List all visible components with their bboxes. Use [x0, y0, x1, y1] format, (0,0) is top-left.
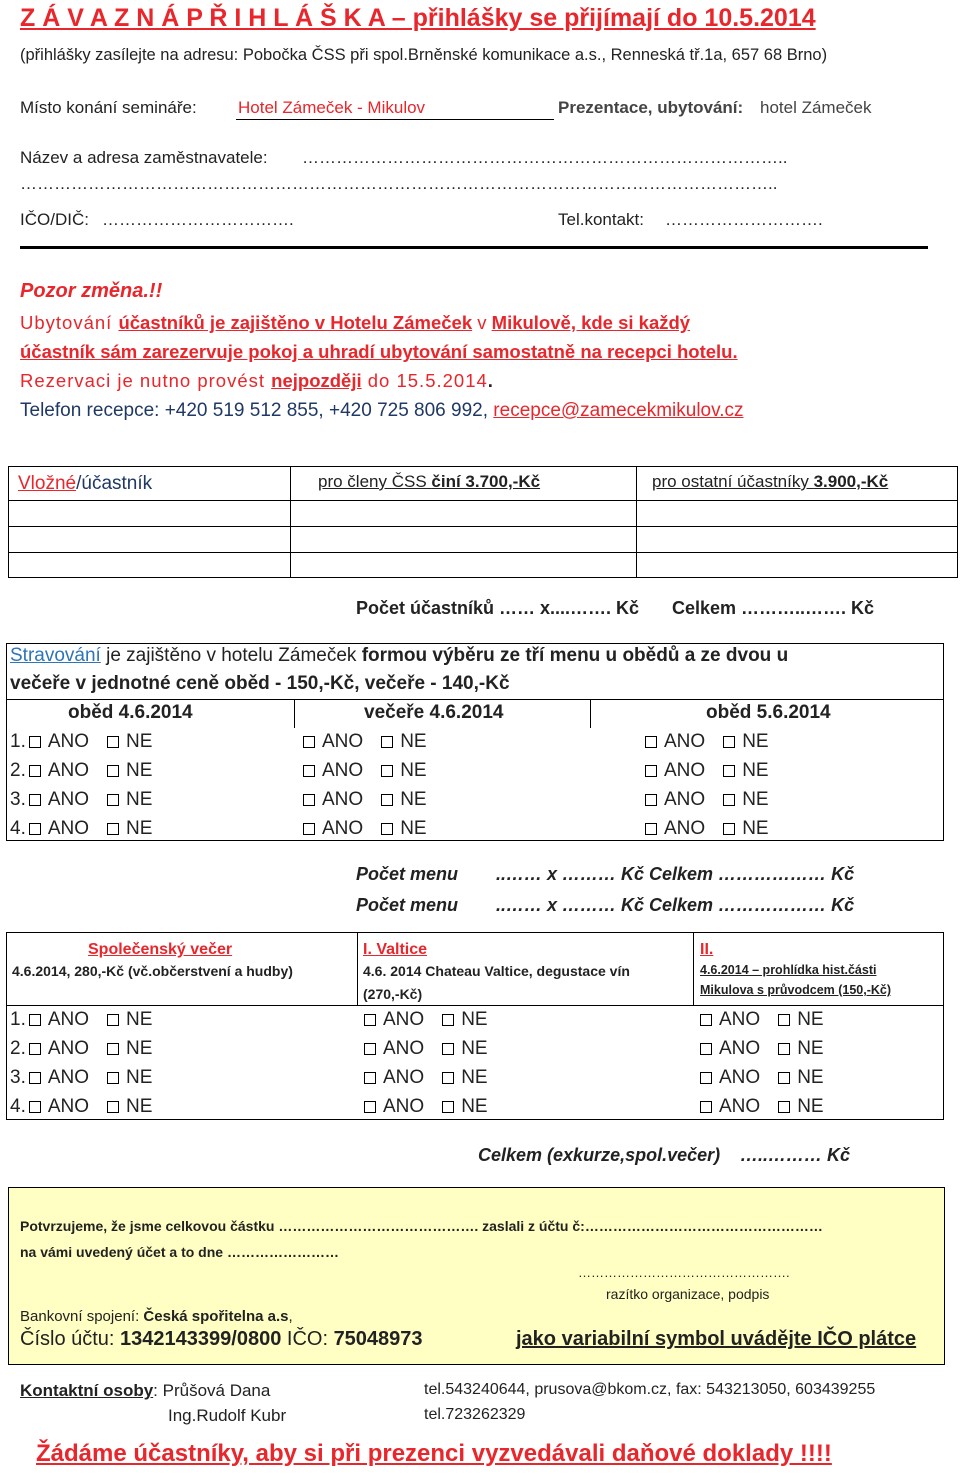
- fees-row-line-3: [8, 552, 958, 553]
- contact-line-1: [20, 1381, 270, 1401]
- variable-symbol-note: jako variabilní symbol uvádějte IČO plátce: [516, 1328, 917, 1350]
- row-number: 1.: [10, 1009, 26, 1030]
- checkbox-icon[interactable]: [29, 794, 41, 806]
- fees-label-a: Vložné: [18, 473, 77, 494]
- checkbox-icon[interactable]: [364, 1072, 376, 1084]
- row-number: 2.: [10, 1038, 26, 1059]
- yes-label: ANO: [322, 731, 364, 752]
- no-label: NE: [742, 760, 769, 781]
- tour-desc-2: Mikulova s průvodcem (150,-Kč): [700, 983, 892, 997]
- account-number: 1342143399/0800: [120, 1328, 282, 1350]
- checkbox-icon[interactable]: [303, 794, 315, 806]
- presentation-label: Prezentace, ubytování:: [558, 98, 744, 117]
- row-number: 1.: [10, 731, 26, 752]
- checkbox-icon[interactable]: [723, 736, 735, 748]
- fees-members: [318, 472, 540, 492]
- social-evening-title: Společenský večer: [88, 941, 233, 958]
- yes-label: ANO: [383, 1038, 425, 1059]
- employer-dots[interactable]: …………………………………………………………………………..: [302, 148, 788, 167]
- row-number: 3.: [10, 789, 26, 810]
- payment-confirm-line: [20, 1218, 823, 1234]
- yes-label: ANO: [47, 760, 90, 781]
- meals-col1-header: oběd 4.6.2014: [68, 702, 193, 723]
- bank-name: Česká spořitelna a.s: [143, 1308, 289, 1325]
- no-label: NE: [126, 1038, 153, 1059]
- checkbox-icon[interactable]: [723, 823, 735, 835]
- yes-label: ANO: [719, 1096, 761, 1117]
- checkbox-icon[interactable]: [107, 1014, 119, 1026]
- menu-count-1-calc: ..…… x ……… Kč Celkem ……………… Kč: [496, 864, 855, 884]
- checkbox-icon[interactable]: [303, 736, 315, 748]
- checkbox-icon[interactable]: [381, 736, 393, 748]
- meals-intro-b: je zajištěno v hotelu Zámeček: [100, 645, 362, 666]
- notice-heading-text: Pozor změna: [20, 280, 144, 302]
- yes-label: ANO: [47, 1067, 90, 1088]
- notice-line3-c: do 15.5.2014: [361, 370, 488, 391]
- no-label: NE: [461, 1096, 488, 1117]
- meals-header-line: [6, 699, 944, 700]
- checkbox-icon[interactable]: [381, 823, 393, 835]
- checkbox-icon[interactable]: [645, 823, 657, 835]
- no-label: NE: [126, 1009, 153, 1030]
- checkbox-icon[interactable]: [29, 823, 41, 835]
- employer-label: Název a adresa zaměstnavatele:: [20, 148, 268, 167]
- notice-line-2: účastník sám zarezervuje pokoj a uhradí ubytování samostatně na recepci hotelu.: [20, 341, 738, 362]
- checkbox-icon[interactable]: [645, 765, 657, 777]
- no-label: NE: [797, 1009, 824, 1030]
- presentation-value: hotel Zámeček: [760, 98, 872, 117]
- checkbox-icon[interactable]: [29, 1072, 41, 1084]
- contact-details-1: tel.543240644, prusova@bkom.cz, fax: 543213050, 603439255: [424, 1381, 876, 1398]
- no-label: NE: [400, 760, 427, 781]
- checkbox-icon[interactable]: [29, 1014, 41, 1026]
- contact-person-1: : Průšová Dana: [153, 1381, 271, 1400]
- bank-label: Bankovní spojení:: [20, 1308, 144, 1325]
- yes-label: ANO: [47, 789, 90, 810]
- ico-number: 75048973: [333, 1328, 423, 1350]
- meals-intro-line2: večeře v jednotné ceně oběd - 150,-Kč, večeře - 140,-Kč: [10, 673, 510, 694]
- fees-col-line-1: [290, 466, 291, 578]
- checkbox-icon[interactable]: [107, 736, 119, 748]
- checkbox-icon[interactable]: [107, 794, 119, 806]
- bank-comma: ,: [288, 1308, 293, 1325]
- meals-col-line-2: [590, 699, 591, 728]
- checkbox-icon[interactable]: [645, 794, 657, 806]
- checkbox-icon[interactable]: [364, 1014, 376, 1026]
- no-label: NE: [797, 1096, 824, 1117]
- no-label: NE: [797, 1067, 824, 1088]
- fees-members-b: činí 3.700,-Kč: [431, 472, 541, 491]
- checkbox-icon[interactable]: [442, 1101, 454, 1113]
- contacts-label: Kontaktní osoby: [20, 1381, 154, 1400]
- checkbox-icon[interactable]: [381, 794, 393, 806]
- footer-request: Žádáme účastníky, aby si při prezenci vyzvedávali daňové doklady !!!!: [36, 1440, 832, 1467]
- checkbox-icon[interactable]: [778, 1072, 790, 1084]
- fees-row-line-1: [8, 500, 958, 501]
- yes-label: ANO: [383, 1096, 425, 1117]
- yes-label: ANO: [47, 1096, 90, 1117]
- venue-underline: [236, 119, 554, 120]
- events-col-line-2: [693, 932, 694, 1006]
- fees-others: [652, 472, 888, 492]
- meals-col3-header: oběd 5.6.2014: [706, 702, 831, 723]
- checkbox-icon[interactable]: [778, 1043, 790, 1055]
- checkbox-icon[interactable]: [303, 823, 315, 835]
- no-label: NE: [126, 818, 153, 839]
- checkbox-icon[interactable]: [107, 1101, 119, 1113]
- fees-label: [18, 473, 152, 495]
- payment-confirm-a: Potvrzujeme, že jsme celkovou částku: [20, 1218, 279, 1234]
- checkbox-icon[interactable]: [29, 765, 41, 777]
- no-label: NE: [400, 789, 427, 810]
- meals-intro-c: formou výběru ze tří menu u obědů a ze dvou u: [361, 645, 789, 666]
- notice-line3-d: .: [487, 370, 493, 391]
- yes-label: ANO: [322, 760, 364, 781]
- checkbox-icon[interactable]: [107, 1072, 119, 1084]
- fees-members-a: pro členy ČSS: [318, 472, 432, 491]
- no-label: NE: [742, 731, 769, 752]
- checkbox-icon[interactable]: [645, 736, 657, 748]
- checkbox-icon[interactable]: [364, 1101, 376, 1113]
- no-label: NE: [742, 818, 769, 839]
- notice-line1-b: účastníků je zajištěno v Hotelu Zámeček: [118, 312, 473, 333]
- checkbox-icon[interactable]: [381, 765, 393, 777]
- no-label: NE: [126, 760, 153, 781]
- no-label: NE: [461, 1009, 488, 1030]
- yes-label: ANO: [47, 1009, 90, 1030]
- checkbox-icon[interactable]: [107, 823, 119, 835]
- signature-dots[interactable]: ………………………………………….: [578, 1265, 790, 1280]
- reception-phone-text: Telefon recepce: +420 519 512 855, +420 725 806 992,: [20, 400, 494, 421]
- participants-total: Celkem ………..……. Kč: [672, 598, 875, 618]
- yes-label: ANO: [322, 789, 364, 810]
- contact-details-2: tel.723262329: [424, 1406, 526, 1423]
- yes-label: ANO: [383, 1009, 425, 1030]
- no-label: NE: [126, 731, 153, 752]
- ico-label-2: IČO:: [281, 1328, 334, 1350]
- venue-label: Místo konání semináře:: [20, 98, 197, 117]
- notice-line1-d: Mikulově, kde si každý: [491, 312, 691, 333]
- row-number: 2.: [10, 760, 26, 781]
- yes-label: ANO: [47, 1038, 90, 1059]
- fees-row-line-2: [8, 526, 958, 527]
- notice-line-1: [20, 312, 690, 334]
- ico-label: IČO/DIČ:: [20, 210, 89, 229]
- bank-line: [20, 1308, 293, 1325]
- menu-count-2-calc: ..…… x ……… Kč Celkem ……………… Kč: [496, 895, 855, 915]
- meals-col-line-1: [294, 699, 295, 728]
- checkbox-icon[interactable]: [29, 736, 41, 748]
- no-label: NE: [797, 1038, 824, 1059]
- checkbox-icon[interactable]: [107, 1043, 119, 1055]
- checkbox-icon[interactable]: [364, 1043, 376, 1055]
- notice-line-3: [20, 370, 493, 392]
- notice-line3-b: nejpozději: [271, 370, 362, 391]
- checkbox-icon[interactable]: [723, 794, 735, 806]
- events-header-line: [6, 1005, 944, 1006]
- no-label: NE: [400, 731, 427, 752]
- checkbox-icon[interactable]: [700, 1101, 712, 1113]
- no-label: NE: [461, 1067, 488, 1088]
- employer-dots-2[interactable]: ……………………………………………………………………………………………………………………..: [20, 174, 778, 193]
- address-line: (přihlášky zasílejte na adresu: Pobočka ČSS při spol.Brněnské komunikace a.s., Renneská tř.1a, 657 68 Brno): [20, 46, 828, 64]
- notice-line1-a: Ubytování: [20, 312, 119, 333]
- yes-label: ANO: [664, 731, 706, 752]
- payment-confirm-b[interactable]: ……………………………………. zaslali z účtu č:……………………………………………: [278, 1218, 823, 1234]
- events-total-value: …..……… Kč: [740, 1145, 851, 1165]
- menu-count-2-label: Počet menu: [356, 895, 459, 915]
- row-number: 4.: [10, 1096, 26, 1117]
- page-title: Z Á V A Z N Á P Ř I H L Á Š K A – přihlášky se přijímají do 10.5.2014: [20, 4, 816, 32]
- valtice-desc-1: 4.6. 2014 Chateau Valtice, degustace vín: [363, 963, 630, 979]
- row-number: 3.: [10, 1067, 26, 1088]
- reception-phone: [20, 400, 743, 422]
- yes-label: ANO: [664, 818, 706, 839]
- yes-label: ANO: [383, 1067, 425, 1088]
- valtice-desc-2: (270,-Kč): [363, 986, 423, 1002]
- account-label: Číslo účtu:: [20, 1328, 121, 1350]
- yes-label: ANO: [719, 1067, 761, 1088]
- ico-dots[interactable]: …………………………….: [102, 210, 294, 229]
- yes-label: ANO: [664, 760, 706, 781]
- checkbox-icon[interactable]: [442, 1014, 454, 1026]
- venue-value: Hotel Zámeček - Mikulov: [238, 98, 426, 117]
- tour-desc-1: 4.6.2014 – prohlídka hist.části: [700, 963, 877, 977]
- no-label: NE: [126, 1096, 153, 1117]
- checkbox-icon[interactable]: [442, 1043, 454, 1055]
- no-label: NE: [461, 1038, 488, 1059]
- checkbox-icon[interactable]: [29, 1043, 41, 1055]
- checkbox-icon[interactable]: [700, 1043, 712, 1055]
- no-label: NE: [742, 789, 769, 810]
- meals-col2-header: večeře 4.6.2014: [364, 702, 504, 723]
- reception-email-link[interactable]: recepce@zamecekmikulov.cz: [493, 400, 744, 421]
- yes-label: ANO: [664, 789, 706, 810]
- checkbox-icon[interactable]: [107, 765, 119, 777]
- participants-count: Počet účastníků …… x....……. Kč: [356, 598, 640, 618]
- fees-label-b: /účastník: [76, 473, 153, 494]
- checkbox-icon[interactable]: [723, 765, 735, 777]
- checkbox-icon[interactable]: [29, 1101, 41, 1113]
- valtice-title: I. Valtice: [363, 941, 428, 958]
- header-divider: [20, 246, 928, 249]
- no-label: NE: [126, 789, 153, 810]
- menu-count-1-label: Počet menu: [356, 864, 459, 884]
- tel-label: Tel.kontakt:: [558, 210, 644, 229]
- notice-heading: [20, 280, 162, 303]
- no-label: NE: [126, 1067, 153, 1088]
- meals-intro: [10, 645, 788, 667]
- checkbox-icon[interactable]: [303, 765, 315, 777]
- tour-title: II.: [700, 941, 714, 958]
- yes-label: ANO: [719, 1038, 761, 1059]
- payment-date-line[interactable]: na vámi uvedený účet a to dne ……………………: [20, 1244, 339, 1260]
- events-total-label: Celkem (exkurze,spol.večer): [478, 1145, 721, 1165]
- signature-label: razítko organizace, podpis: [606, 1286, 770, 1302]
- checkbox-icon[interactable]: [700, 1014, 712, 1026]
- checkbox-icon[interactable]: [442, 1072, 454, 1084]
- yes-label: ANO: [47, 818, 90, 839]
- yes-label: ANO: [47, 731, 90, 752]
- account-line: [20, 1328, 423, 1351]
- notice-line1-c: v: [472, 312, 492, 333]
- yes-label: ANO: [719, 1009, 761, 1030]
- row-number: 4.: [10, 818, 26, 839]
- notice-heading-marks: .!!: [143, 280, 163, 302]
- no-label: NE: [400, 818, 427, 839]
- fees-col-line-2: [636, 466, 637, 578]
- events-col-line-1: [357, 932, 358, 1006]
- social-evening-desc: 4.6.2014, 280,-Kč (vč.občerstvení a hudby): [12, 963, 293, 979]
- checkbox-icon[interactable]: [778, 1014, 790, 1026]
- yes-label: ANO: [322, 818, 364, 839]
- contact-person-2: Ing.Rudolf Kubr: [168, 1406, 287, 1425]
- notice-line3-a: Rezervaci je nutno provést: [20, 370, 272, 391]
- checkbox-icon[interactable]: [700, 1072, 712, 1084]
- tel-dots[interactable]: ……………………….: [665, 210, 823, 229]
- checkbox-icon[interactable]: [778, 1101, 790, 1113]
- meals-intro-a: Stravování: [10, 645, 101, 666]
- fees-others-b: 3.900,-Kč: [813, 472, 889, 491]
- fees-others-a: pro ostatní účastníky: [652, 472, 814, 491]
